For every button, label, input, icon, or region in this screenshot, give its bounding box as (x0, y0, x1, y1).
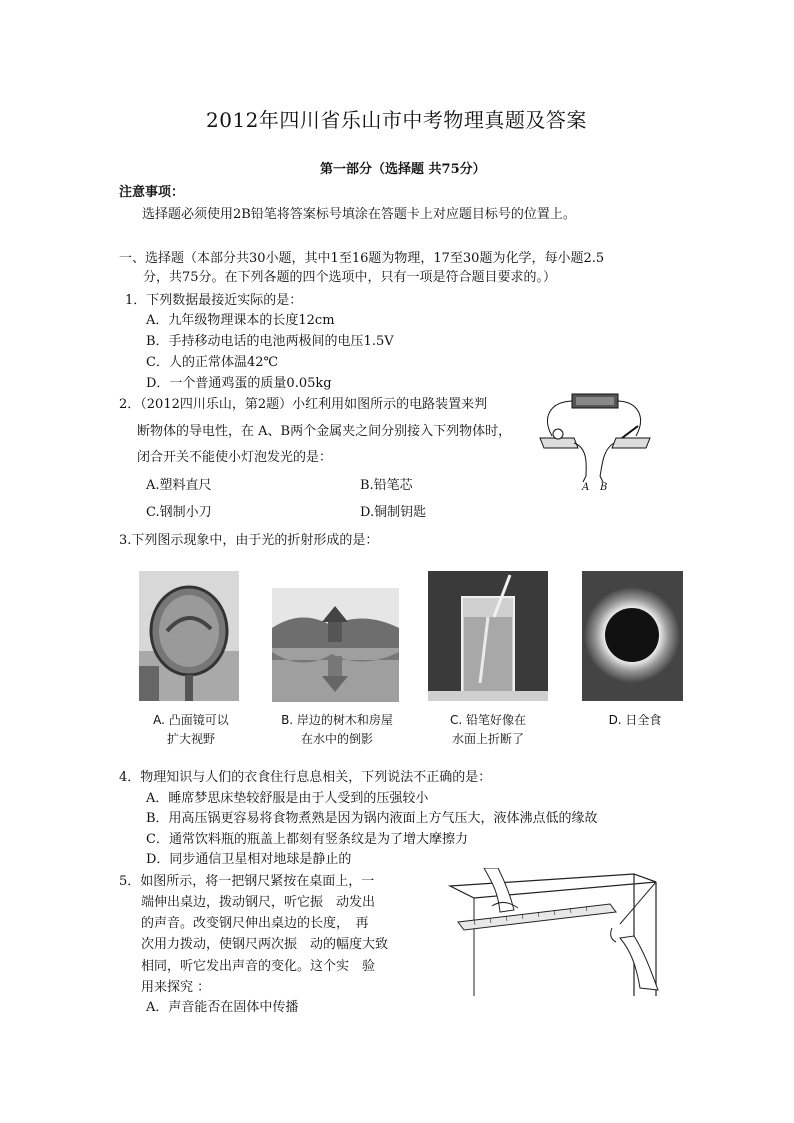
q3-caption-b-1: B. 岸边的树木和房屋 (281, 713, 393, 727)
q4-option-d: D．同步通信卫星相对地球是静止的 (146, 852, 352, 867)
q2-option-a: A.塑料直尺 (146, 478, 212, 493)
clip-label-b: B (600, 482, 608, 493)
q5-line3: 的声音。改变钢尺伸出桌边的长度， 再 (141, 916, 369, 931)
q2-line3: 闭合开关不能使小灯泡发光的是： (137, 450, 333, 465)
q5-line2: 端伸出桌边，拨动钢尺，听它振 动发出 (141, 895, 376, 910)
q3-stem: 3.下列图示现象中，由于光的折射形成的是： (119, 533, 379, 548)
photo-solar-eclipse (582, 571, 683, 701)
q3-caption-c-2: 水面上折断了 (451, 732, 524, 746)
photo-convex-mirror (139, 571, 239, 701)
q3-caption-a-1: A. 凸面镜可以 (153, 713, 229, 727)
photo-pencil-in-water (428, 571, 548, 701)
ruler-on-table-figure (444, 868, 670, 998)
q2-line1: 2．（2012四川乐山，第2题）小红利用如图所示的电路装置来判 (119, 397, 488, 412)
q2-line2: 断物体的导电性，在 A、B两个金属夹之间分别接入下列物体时， (137, 424, 512, 439)
q3-caption-d-1: D. 日全食 (608, 713, 662, 727)
section-intro-line2: 分，共75分。在下列各题的四个选项中，只有一项是符合题目要求的。） (143, 270, 557, 285)
q5-option-a: A．声音能否在固体中传播 (146, 1000, 299, 1015)
q4-option-a: A．睡席梦思床垫较舒服是由于人受到的压强较小 (146, 791, 429, 806)
q5-line1: 5．如图所示，将一把钢尺紧按在桌面上，一 (119, 874, 375, 889)
part-heading: 第一部分（选择题 共75分） (320, 162, 486, 177)
q1-option-b: B．手持移动电话的电池两极间的电压1.5V (146, 334, 394, 349)
q5-line6: 用来探究 ： (141, 980, 211, 995)
q3-caption-b-2: 在水中的倒影 (300, 732, 373, 746)
photo-reflection (272, 588, 399, 702)
notes-heading: 注意事项： (119, 185, 185, 200)
circuit-diagram (534, 388, 654, 498)
q2-option-b: B.铅笔芯 (360, 478, 413, 493)
q4-stem: 4．物理知识与人们的衣食住行息息相关，下列说法不正确的是： (119, 770, 492, 785)
q3-caption-a-2: 扩大视野 (166, 732, 215, 746)
q1-option-d: D．一个普通鸡蛋的质量0.05kg (146, 376, 332, 391)
q1-stem: 1．下列数据最接近实际的是： (125, 293, 303, 308)
page-title: 2012年四川省乐山市中考物理真题及答案 (206, 108, 587, 132)
notes-text: 选择题必须使用2B铅笔将答案标号填涂在答题卡上对应题目标号的位置上。 (142, 207, 576, 222)
q4-option-c: C．通常饮料瓶的瓶盖上都刻有竖条纹是为了增大摩擦力 (146, 832, 468, 847)
q5-line4: 次用力拨动，使钢尺两次振 动的幅度大致 (141, 937, 389, 952)
q4-option-b: B．用高压锅更容易将食物煮熟是因为锅内液面上方气压大，液体沸点低的缘故 (146, 811, 598, 826)
q3-caption-c-1: C. 铅笔好像在 (449, 713, 526, 727)
q1-option-a: A．九年级物理课本的长度12cm (146, 313, 335, 328)
clip-label-a: A (582, 482, 590, 493)
section-intro-line1: 一、选择题（本部分共30小题，其中1至16题为物理，17至30题为化学，每小题2.5 (119, 251, 605, 266)
q5-line5: 相同，听它发出声音的变化。这个实 验 (141, 959, 376, 974)
q2-option-c: C.钢制小刀 (146, 505, 212, 520)
q1-option-c: C．人的正常体温42℃ (146, 355, 279, 370)
q2-option-d: D.铜制钥匙 (360, 505, 427, 520)
